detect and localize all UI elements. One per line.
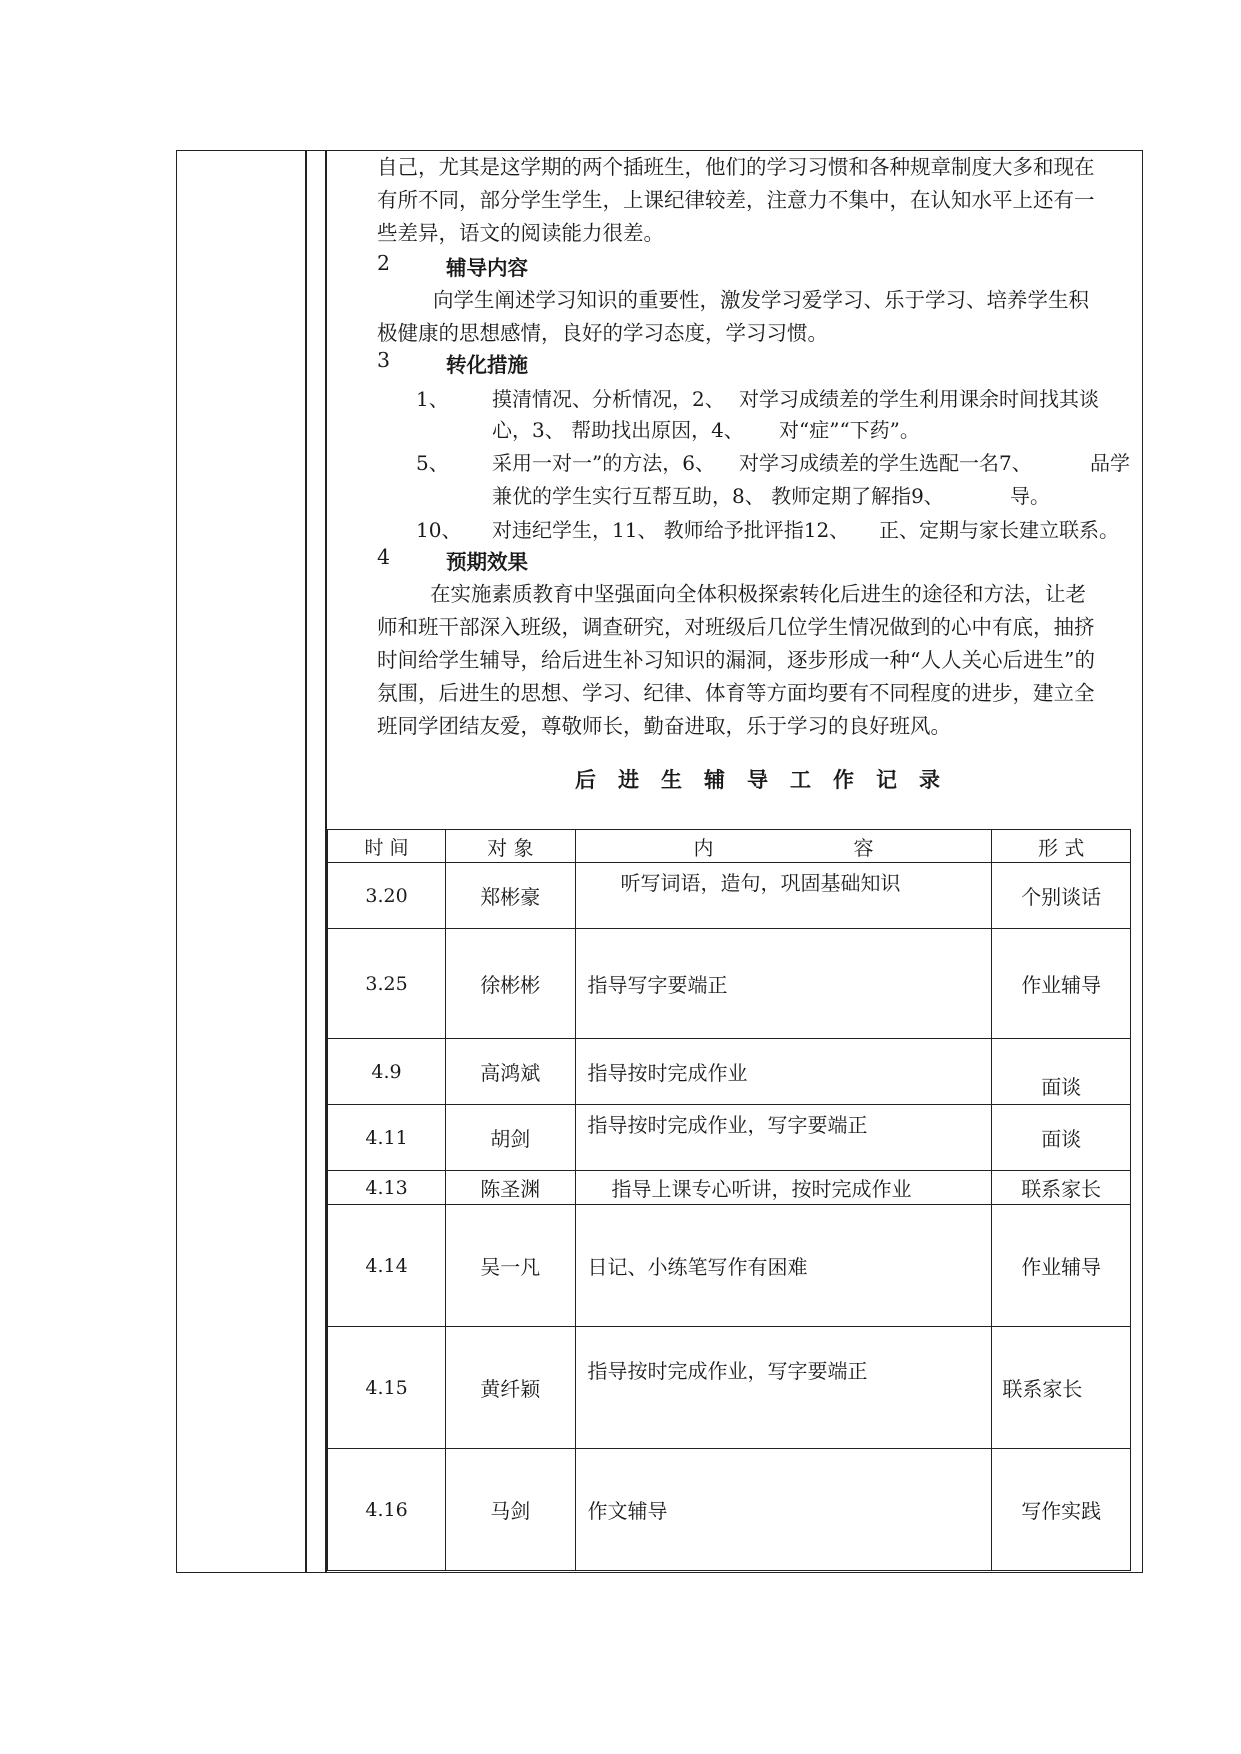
measure-num-10: 10、 (416, 518, 462, 542)
measure-2-text-b: 对“症”“下药”。 (779, 418, 920, 442)
header-form: 形 式 (992, 830, 1131, 863)
row-target: 高鸿斌 (446, 1039, 575, 1105)
table-header-row (328, 830, 1131, 863)
row-target: 黄纤颖 (446, 1327, 575, 1449)
row-content: 指导按时完成作业，写字要端正 (575, 1327, 992, 1449)
measure-3-text-a: 采用一对一”的方法，6、 (492, 451, 715, 475)
section-2-number: 2 (377, 251, 391, 275)
measure-5-text-b: 正、定期与家长建立联系。 (879, 518, 1119, 542)
row-form: 个别谈话 (992, 863, 1131, 929)
measure-2-text-a: 心，3、 帮助找出原因，4、 (492, 418, 744, 442)
section-2-title: 辅导内容 (446, 256, 528, 280)
table-row (328, 929, 1131, 1039)
measure-4-text-a: 兼优的学生实行互帮互助，8、 教师定期了解指9、 (492, 484, 944, 508)
row-content: 作文辅导 (575, 1449, 992, 1571)
header-content: 内 容 (575, 830, 992, 863)
row-target: 吴一凡 (446, 1205, 575, 1327)
section-4-line-5: 班同学团结友爱，尊敬师长，勤奋进取，乐于学习的良好班风。 (377, 714, 951, 738)
table-row (328, 1105, 1131, 1171)
row-target: 徐彬彬 (446, 929, 575, 1039)
row-form: 作业辅导 (992, 929, 1131, 1039)
row-form: 作业辅导 (992, 1205, 1131, 1327)
row-time: 3.20 (328, 863, 446, 929)
section-4-line-1: 在实施素质教育中坚强面向全体积极探索转化后进生的途径和方法，让老 (430, 582, 1086, 606)
intro-line-1: 自己，尤其是这学期的两个插班生，他们的学习习惯和各种规章制度大多和现在 (377, 155, 1095, 179)
record-table (327, 829, 1131, 1571)
row-time: 4.11 (328, 1105, 446, 1171)
table-row (328, 1205, 1131, 1327)
intro-line-3: 些差异，语文的阅读能力很差。 (377, 221, 664, 245)
row-content: 指导按时完成作业，写字要端正 (575, 1105, 992, 1171)
row-time: 4.14 (328, 1205, 446, 1327)
row-form: 联系家长 (992, 1171, 1131, 1205)
section-3-number: 3 (377, 348, 391, 372)
row-time: 3.25 (328, 929, 446, 1039)
section-3-title: 转化措施 (446, 353, 528, 377)
row-time: 4.15 (328, 1327, 446, 1449)
table-row (328, 1039, 1131, 1105)
measure-4-text-b: 导。 (1010, 484, 1050, 508)
section-4-title: 预期效果 (446, 550, 528, 574)
row-content: 指导上课专心听讲，按时完成作业 (575, 1171, 992, 1205)
row-target: 胡剑 (446, 1105, 575, 1171)
row-form: 联系家长 (992, 1327, 1131, 1449)
row-content: 听写词语，造句，巩固基础知识 (575, 863, 992, 929)
intro-line-2: 有所不同，部分学生学生，上课纪律较差，注意力不集中，在认知水平上还有一 (377, 188, 1095, 212)
row-form: 面谈 (992, 1039, 1131, 1105)
section-2-line-2: 极健康的思想感情，良好的学习态度，学习习惯。 (377, 321, 828, 345)
measure-num-1: 1、 (416, 387, 449, 411)
header-time: 时 间 (328, 830, 446, 863)
table-row (328, 1327, 1131, 1449)
table-row (328, 1171, 1131, 1205)
measure-num-5: 5、 (416, 451, 449, 475)
row-time: 4.16 (328, 1449, 446, 1571)
section-4-number: 4 (377, 545, 391, 569)
section-4-line-4: 氛围，后进生的思想、学习、纪律、体育等方面均要有不同程度的进步，建立全 (377, 681, 1095, 705)
row-target: 陈圣渊 (446, 1171, 575, 1205)
measure-3-text-c: 品学 (1090, 451, 1130, 475)
row-target: 郑彬豪 (446, 863, 575, 929)
row-form: 写作实践 (992, 1449, 1131, 1571)
row-time: 4.13 (328, 1171, 446, 1205)
section-4-line-3: 时间给学生辅导，给后进生补习知识的漏洞，逐步形成一种“人人关心后进生”的 (377, 648, 1095, 672)
section-2-line-1: 向学生阐述学习知识的重要性，激发学习爱学习、乐于学习、培养学生积 (433, 288, 1089, 312)
header-target: 对 象 (446, 830, 575, 863)
row-content: 日记、小练笔写作有困难 (575, 1205, 992, 1327)
table-row (328, 1449, 1131, 1571)
row-target: 马剑 (446, 1449, 575, 1571)
row-form: 面谈 (992, 1105, 1131, 1171)
measure-1-text-b: 对学习成绩差的学生利用课余时间找其谈 (739, 387, 1099, 411)
section-4-line-2: 师和班干部深入班级，调查研究，对班级后几位学生情况做到的心中有底，抽挤 (377, 615, 1095, 639)
measure-1-text-a: 摸清情况、分析情况，2、 (492, 387, 725, 411)
measure-5-text-a: 对违纪学生，11、 教师给予批评指12、 (492, 518, 850, 542)
table-row (328, 863, 1131, 929)
measure-3-text-b: 对学习成绩差的学生选配一名7、 (739, 451, 1032, 475)
column-divider (305, 150, 307, 1573)
row-time: 4.9 (328, 1039, 446, 1105)
row-content: 指导写字要端正 (575, 929, 992, 1039)
record-title: 后进生辅导工作记录 (575, 767, 962, 792)
row-content: 指导按时完成作业 (575, 1039, 992, 1105)
